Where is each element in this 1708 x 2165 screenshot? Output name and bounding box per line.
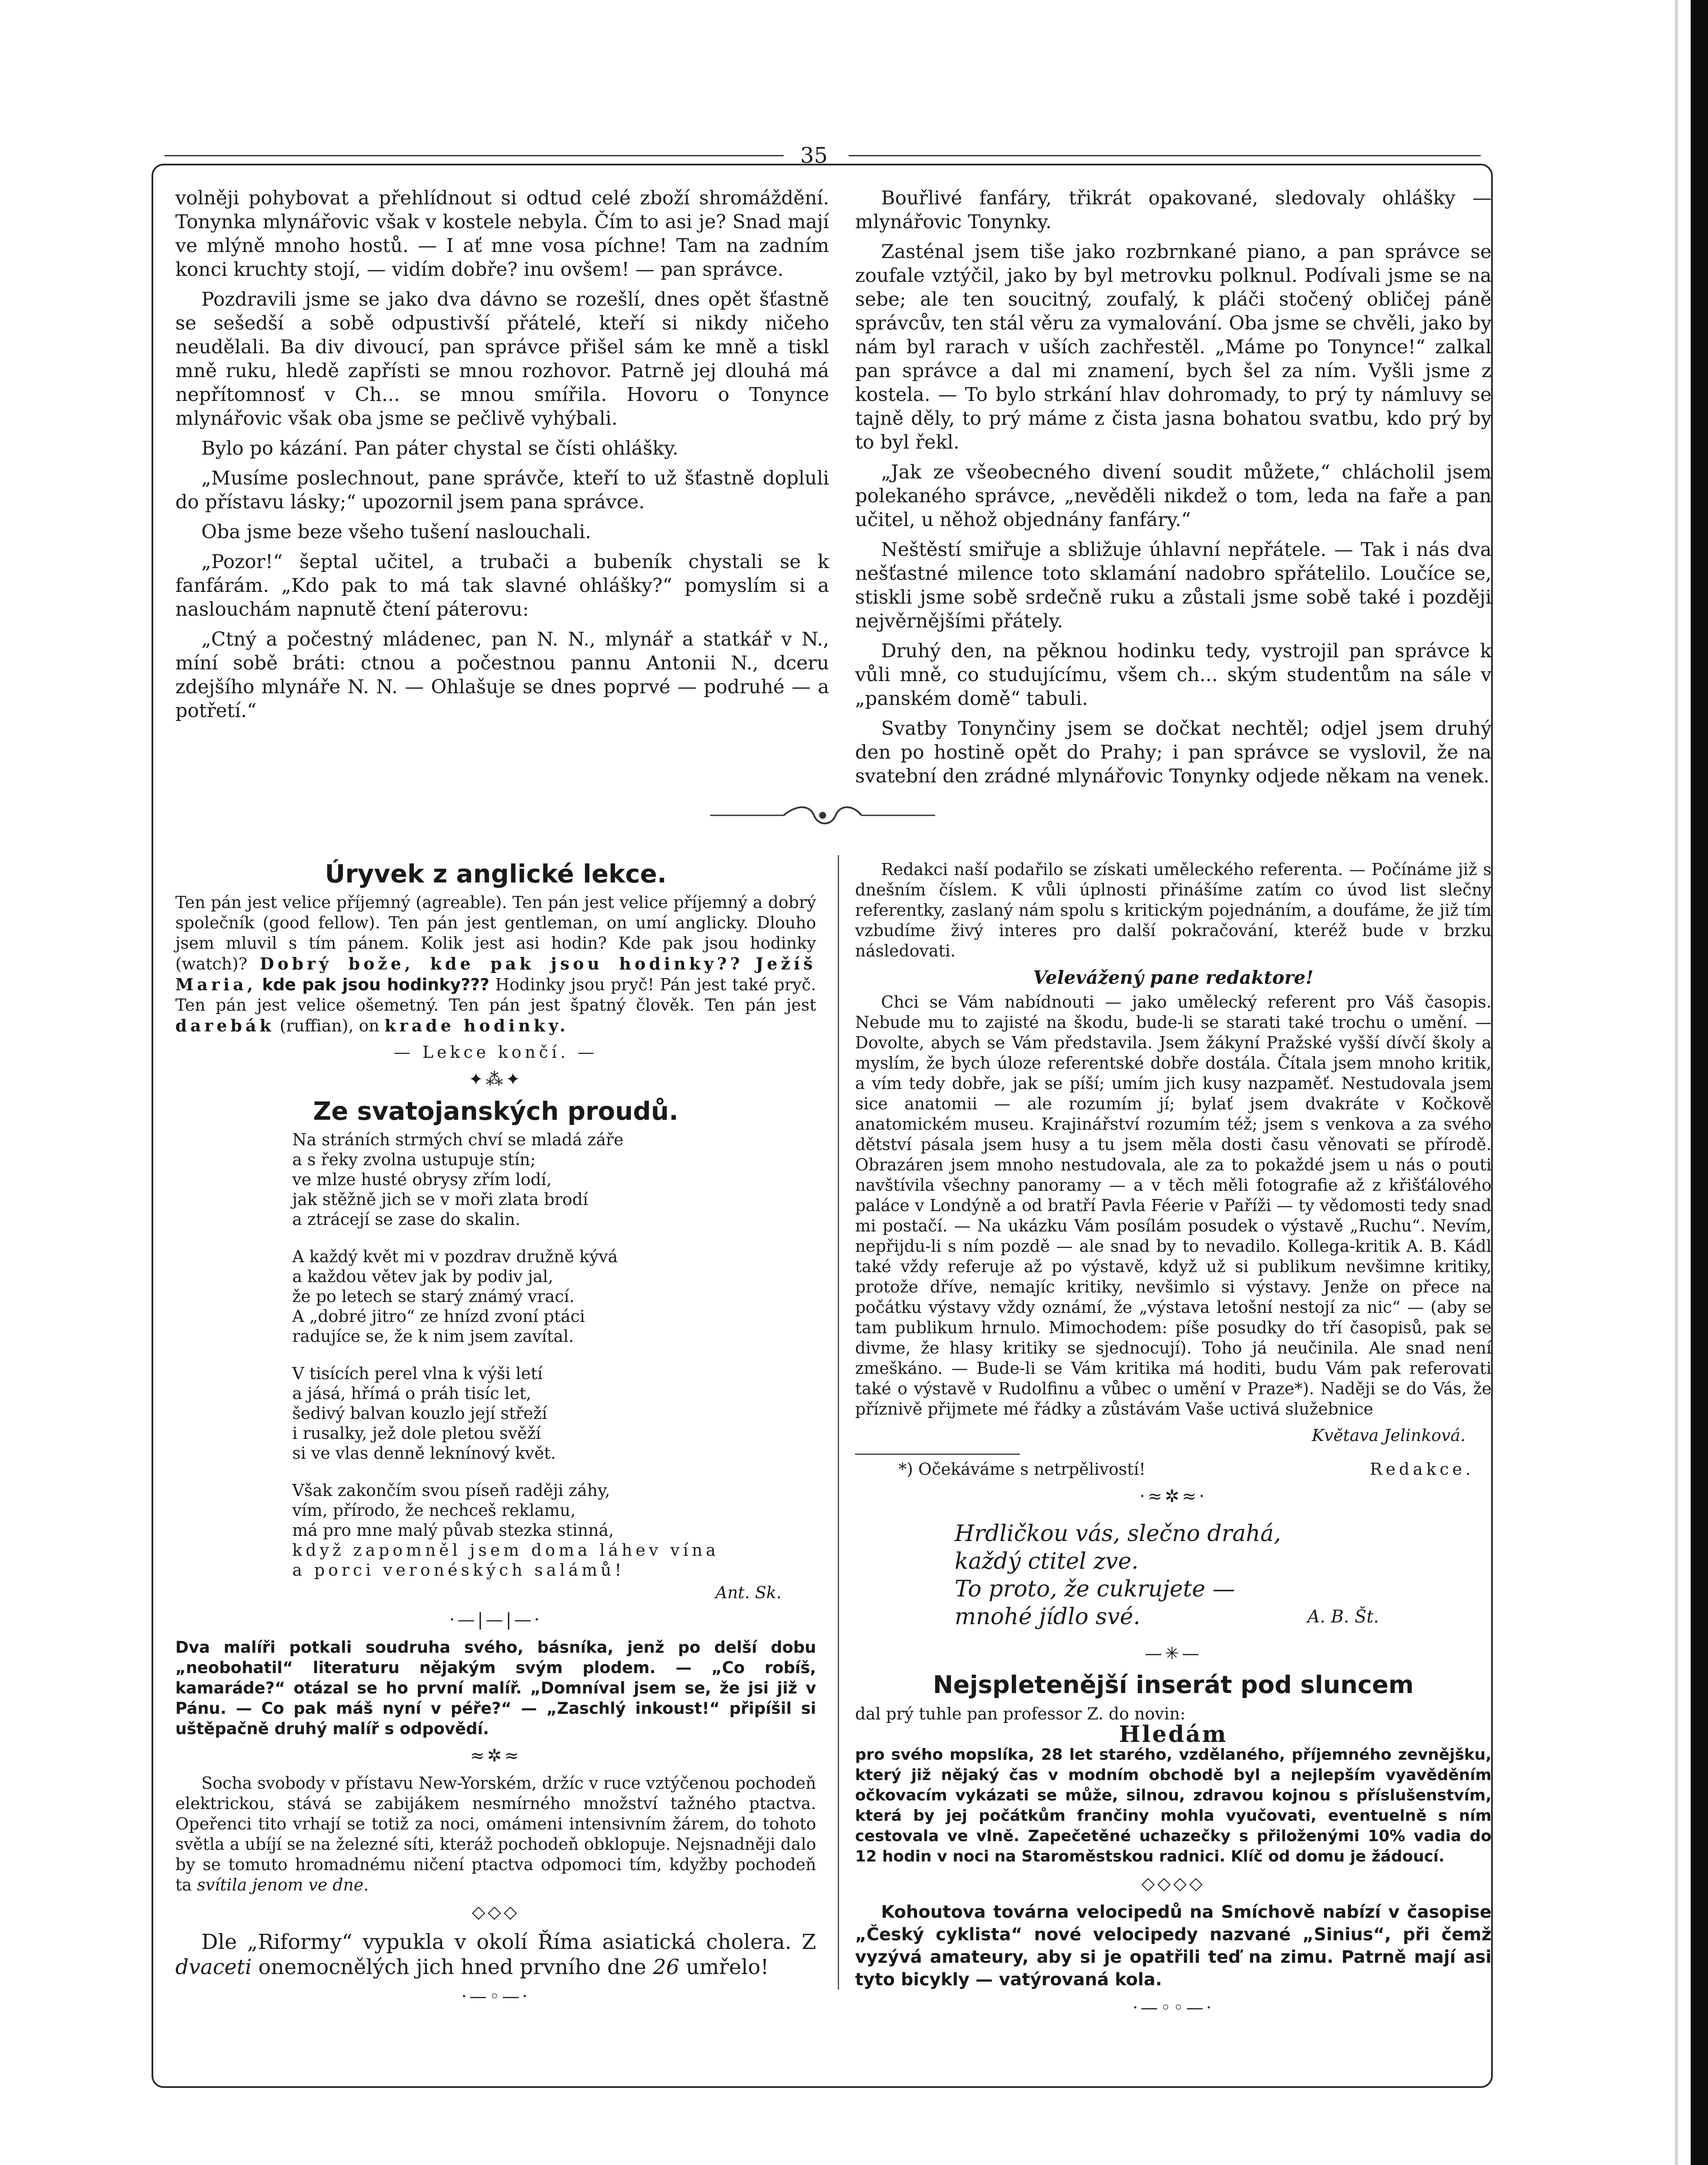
poem-line: když zapomněl jsem doma láhev vína: [292, 1541, 719, 1560]
poem-line: radujíce se, že k nim jsem zavítal.: [292, 1327, 574, 1346]
poem-line: šedivý balvan kouzlo její střeží: [292, 1404, 547, 1423]
lesson-spaced-text: krade hodinky.: [384, 1016, 569, 1035]
advert-subtitle: dal prý tuhle pan professor Z. do novin:: [855, 1704, 1186, 1723]
poem-stanza: [292, 1130, 816, 1229]
cholera-text: onemocnělých jich hned prvního dne: [258, 1955, 646, 1979]
scan-edge-line: [1675, 0, 1678, 2165]
lesson-end: [175, 1042, 816, 1063]
footnote: [855, 1459, 1492, 1480]
header-rule-left: [165, 155, 784, 156]
footnote-rule: [855, 1454, 1020, 1455]
story-paragraph: „Ctný a počestný mládenec, pan N. N., mlynář a statkář v N., míní sobě bráti: ctnou a počestnou pannu Antonii N., dceru zdejšího mlynáře N. N. — Ohlašuje se dnes poprvé — podruhé — a potřetí.“: [175, 628, 829, 722]
lesson-text-part: Ten pán jest velice příjemný (agreable). Ten pán jest velice příjemný a dobrý společník (good fellow). Ten pán jest gentleman, on umí anglicky. Dlouho jsem mluvil s tím pánem. Kolik jest asi hodin? Kde pak jsou hodinky (watch)?: [175, 893, 816, 973]
poem-line: každý ctitel zve.: [955, 1548, 1139, 1574]
poem-signature: A. B. Št.: [1307, 1607, 1379, 1627]
poem-title: Ze svatojanských proudů.: [313, 1096, 678, 1126]
bicycle-note: Kohoutova továrna velocipedů na Smíchově nabízí v časopise „Český cyklista“ nové velocipedy nazvané „Sinius“, při čemž vyzývá amateury, aby si je opatřili teď na zimu. Patrně mají asi tyto bicykly — vatýrovaná kola.: [855, 1902, 1492, 1990]
short-poem: [955, 1520, 1492, 1631]
story-column-right: [855, 186, 1492, 794]
poem-line: Hrdličkou vás, slečno drahá,: [955, 1521, 1281, 1547]
page-number: 35: [797, 143, 831, 168]
statue-note-text: Socha svobody v přístavu New-Yorském, držíc v ruce vztýčenou pochodeň elektrickou, stává se zabijákem nesmírného množství tažného ptactva. Opeřenci tito vrhají se totiž za noci, omámeni intensivním žárem, do tohoto světla a ubíjí se na železné síti, kteráž pochodeň obklopuje. Nejsnadněji dalo by se tomuto hromadnému ničení ptactva odpomoci tím, kdyžby pochodeň ta: [175, 1774, 817, 1894]
poem-line: a každou větev jak by podiv jal,: [292, 1267, 553, 1286]
column-divider: [838, 855, 839, 1990]
poem-line: A každý květ mi v pozdrav družně kývá: [292, 1247, 618, 1266]
ornament: ◇◇◇: [471, 1902, 520, 1922]
poem-stanza: [292, 1480, 816, 1580]
story-column-left: [175, 186, 829, 729]
cholera-italic: 26: [652, 1955, 680, 1979]
poem-line: V tisících perel vlna k výši letí: [292, 1364, 543, 1383]
letter-salutation: Velevážený pane redaktore!: [1033, 967, 1314, 988]
story-paragraph: „Musíme poslechnout, pane správče, kteří to už šťastně dopluli do přístavu lásky;“ upozornil jsem pana správce.: [175, 467, 829, 513]
lesson-bold-text: kde pak jsou hodinky???: [262, 975, 490, 994]
poem-line: mnohé jídlo své.: [955, 1604, 1140, 1630]
advert-title: Nejspletenější inserát pod sluncem: [933, 1671, 1414, 1699]
story-paragraph: Neštěstí smiřuje a sbližuje úhlavní nepřátele. — Tak i nás dva nešťastné milence toto sklamání nadobro spřátelilo. Loučíce se, stiskli jsme sobě srdečně ruku a zůstali jsme sobě také i později nejvěrnějšími přátely.: [855, 539, 1492, 632]
poem-line: má pro mne malý půvab stezka stinná,: [292, 1521, 614, 1540]
story-paragraph: Bylo po kázání. Pan páter chystal se čísti ohlášky.: [201, 437, 678, 459]
ornament: ·—◦—·: [461, 1987, 530, 2007]
poem-line: Však zakončím svou píseň raději záhy,: [292, 1481, 610, 1500]
ornament: ·≈✲≈·: [1140, 1486, 1207, 1506]
poem-line: a jásá, hřímá o práh tisíc let,: [292, 1384, 532, 1403]
story-paragraph: „Pozor!“ šeptal učitel, a trubači a bubeník chystali se k fanfárám. „Kdo pak to má tak slavné ohlášky?“ pomyslím si a naslouchám napnutě čtení páterovu:: [175, 551, 829, 620]
cholera-italic: dvaceti: [175, 1955, 252, 1979]
ornament: ·—◦◦—·: [1132, 1998, 1214, 2018]
story-paragraph: volněji pohybovat a přehlídnout si odtud celé zboží shromáždění. Tonynka mlynářovic však v kostele nebyla. Čím to asi je? Snad mají ve mlýně mnoho hostů. — I ať mne vosa píchne! Tam na zadním konci kruchty stojí, — vidím dobře? inu ovšem! — pan správce.: [175, 187, 829, 281]
poem-line: A „dobré jitro“ ze hnízd zvoní ptáci: [292, 1307, 585, 1326]
poem-last-line: [955, 1603, 1492, 1631]
cholera-text: Dle „Riformy“ vypukla v okolí Říma asiatická cholera. Z: [201, 1930, 816, 1954]
poem-line: ve mlze husté obrysy zřím lodí,: [292, 1170, 552, 1189]
painters-anecdote: Dva malíři potkali soudruha svého, básníka, jenž po delší dobu „neobohatil“ literaturu nějakým svým plodem. — „Co robíš, kamaráde?“ otázal se ho první malíř. „Domníval jsem se, že jsi již v Pánu. — Co pak máš nyní v péře?“ — „Zaschlý inkoust!“ připíšil si uštěpačně druhý malíř s odpovědí.: [175, 1638, 816, 1738]
poem-line: i rusalky, jež dole pletou svěží: [292, 1424, 541, 1443]
section-divider-ornament: [710, 802, 935, 828]
scan-dark-edge: [1691, 0, 1708, 2165]
letter-signature: Květava Jelinková.: [1311, 1426, 1466, 1445]
story-paragraph: Svatby Tonynčiny jsem se dočkat nechtěl; odjel jsem druhý den po hostině opět do Prahy; i pan správce se vyslovil, že na svatební den zrádné mlynářovic Tonynky odjede někam na venek.: [855, 717, 1492, 787]
story-paragraph: Oba jsme beze všeho tušení naslouchali.: [201, 521, 591, 543]
letter-body: Chci se Vám nabídnouti — jako umělecký referent pro Váš časopis. Nebude mu to zajisté na škodu, bude-li se starati také trochu o umění. — Dovolte, abych se Vám představila. Jsem žákyní Pražské vyšší dívčí školy a myslím, že bych úloze referentské dobře dostála. Čítala jsem mnoho kritik, a vím tedy dobře, jak se píší; umím jich kusy nazpaměť. Nestudovala jsem sice anatomii — ale rozumím jí; bylať jsem dvakráte v Kočkově anatomickém museu. Krajinářství rozumím též; jsem s venkova a za svého dětství pásala jsem husy a tu jsem měla dosti času věnovati se přírodě. Obrazáren jsem mnoho nestudovala, ale za to pokaždé jsem u nás o pouti navštívila všechny panoramy — a v těch měli fotografie až z křišťálového paláce v Londýně a od bratří Pavla Féerie v Paříži — ty vědomosti tedy snad mi postačí. — Na ukázku Vám posílám posudek o výstavě „Ruchu“. Nevím, nepřijdu-li s ním pozdě — ale snad by to nevadilo. Kollega-kritik A. B. Kádl také vždy referuje až po výstavě, když už si publikum nevšimne kritiky, protože dříve, nemajíc kritiky, nevšimlo si výstavy. Jenže on přece na počátku výstavy vždy oznámí, že „výstava letošní nestojí za nic“ — (aby se tam publikum hrnulo. Mimochodem: píše posudky do tří časopisů, pak se divme, že hlasy kritiky se sjednocují). Toho já neučinila. Ale snad není zmeškáno. — Bude-li se Vám kritika má hoditi, budu Vám pak referovati také o výstavě v Rudolfinu a vůbec o umění v Praze*). Naději se do Vás, že příznivě přijmete mé řádky a zůstávám Vaše uctivá služebnice: [855, 992, 1492, 1419]
poem-stanza: [292, 1247, 816, 1346]
story-paragraph: Zasténal jsem tiše jako rozbrnkané piano, a pan správce se zoufale vztýčil, jako by byl metrovku polknul. Podívali jsme se na sebe; ale ten soucitný, zoufalý, k pláči stočený obličej páně správcův, ten stál věru za vymalování. Oba jsme se chvěli, jako by nám byl rarach v uších zachřestěl. „Máme po Tonynce!“ zalkal pan správce a dal mi znamení, bych šel za ním. Vyšli jsme z kostela. — To bylo strkání hlav dohromady, to prý ty námluvy se tajně děly, to prý máme z čista jasna bohatou svatbu, kdo prý by to byl řekl.: [855, 241, 1492, 453]
miscellany-column-left: [175, 860, 816, 2014]
poem-line: že po letech se starý známý vrací.: [292, 1287, 575, 1306]
section-title: Úryvek z anglické lekce.: [325, 859, 667, 889]
header-rule-right: [849, 155, 1481, 156]
advert-text: pro svého mopslíka, 28 let starého, vzdělaného, příjemného zevnějšku, který již nějaký čas v modním obchodě byl a nejlepším vyavěděním očkovacím vykázati se může, silnou, zdravou kojnou s příslušenstvím, která by jej počátkům frančiny mohla vyučovati, eventuelně s ním cestovala ve vlně. Zapečetěné uchazečky s přiloženými 10% vadia do 12 hodin v noci na Staroměstskou radnici. Klíč od domu je žádoucí.: [855, 1746, 1492, 1865]
poem-line: Na stráních strmých chví se mladá záře: [292, 1130, 624, 1149]
story-paragraph: „Jak ze všeobecného divení soudit můžete,“ chlácholil jsem polekaného správce, „nevěděli nikdež o tom, leda na faře a pan učitel, u něhož objednány fanfáry.“: [855, 461, 1492, 531]
poem-line: a ztrácejí se zase do skalin.: [292, 1210, 520, 1229]
editor-intro: Redakci naší podařilo se získati uměleckého referenta. — Počínáme již s dnešním číslem. K vůli úplnosti přinášíme zatím co úvod list slečny referentky, zaslaný nám spolu s kritickým pojednáním, a doufáme, že již tím vzbudíme živý interes pro další pokračování, kteréž bude v brzku následovati.: [855, 860, 1492, 960]
footnote-signature: Redakce.: [1370, 1460, 1474, 1479]
ornament: ·—|—|—·: [449, 1610, 542, 1630]
poem-line: To proto, že cukrujete —: [955, 1576, 1235, 1602]
story-paragraph: Bouřlivé fanfáry, třikrát opakované, sledovaly ohlášky — mlynářovic Tonynky.: [855, 187, 1492, 233]
poem-line: jak stěžně jich se v moři zlata brodí: [292, 1190, 588, 1209]
story-paragraph: Pozdravili jsme se jako dva dávno se rozešlí, dnes opět šťastně se sešedší a sobě odpustivší přátelé, kteří si nikdy ničeho neudělali. Ba div divoucí, pan správce přišel sám ke mně a tiskl mně ruku, hledě zapřísti se mnou rozhovor. Patrně jej dlouhá má nepřítomnosť v Ch... se mnou smířila. Hovoru o Tonynce mlynářovic však oba jsme se pečlivě vyhýbali.: [175, 288, 829, 430]
statue-note: [175, 1773, 816, 1895]
poem-line: si ve vlas denně leknínový květ.: [292, 1444, 556, 1463]
ornament: ◇◇◇◇: [1141, 1874, 1205, 1894]
lesson-spaced-text: Ježíš Maria,: [175, 954, 816, 994]
lesson-text: [175, 892, 816, 1036]
poem-signature: Ant. Sk.: [715, 1583, 781, 1602]
miscellany-column-right: [855, 860, 1492, 2025]
advert-heading: Hledám: [1119, 1721, 1228, 1748]
cholera-text: umřelo!: [686, 1955, 769, 1979]
lesson-text-part: (ruffian), on: [280, 1016, 380, 1035]
poem-line: vím, přírodo, že nechceš reklamu,: [292, 1501, 576, 1520]
poem-body: [292, 1130, 816, 1580]
poem-line: a s řeky zvolna ustupuje stín;: [292, 1150, 536, 1169]
ornament: ≈✲≈: [470, 1746, 522, 1766]
lesson-spaced-text: Dobrý bože, kde pak jsou hodinky??: [260, 954, 743, 973]
flourish-icon: [710, 802, 935, 828]
lesson-end-text: — Lekce končí. —: [394, 1043, 598, 1062]
ornament: —✳—: [1145, 1644, 1202, 1664]
poem-stanza: [292, 1364, 816, 1463]
poem-line: a porci veronéských salámů!: [292, 1561, 625, 1580]
lesson-text-part: Hodinky jsou pryč! Pán jest také pryč. Ten pán jest velice ošemetný. Ten pán jest špatný člověk. Ten pán jest: [175, 975, 816, 1015]
story-paragraph: Druhý den, na pěknou hodinku tedy, vystrojil pan správce k vůli mně, co studujícímu, všem ch... ským studentům na sále v „panském domě“ tabuli.: [855, 640, 1492, 710]
lesson-spaced-text: darebák: [175, 1016, 274, 1035]
cholera-note: [175, 1929, 816, 1980]
ornament: ✦⁂✦: [468, 1070, 523, 1089]
footnote-text: *) Očekáváme s netrpělivostí!: [898, 1460, 1146, 1479]
statue-note-italic: svítila jenom ve dne.: [197, 1875, 369, 1894]
